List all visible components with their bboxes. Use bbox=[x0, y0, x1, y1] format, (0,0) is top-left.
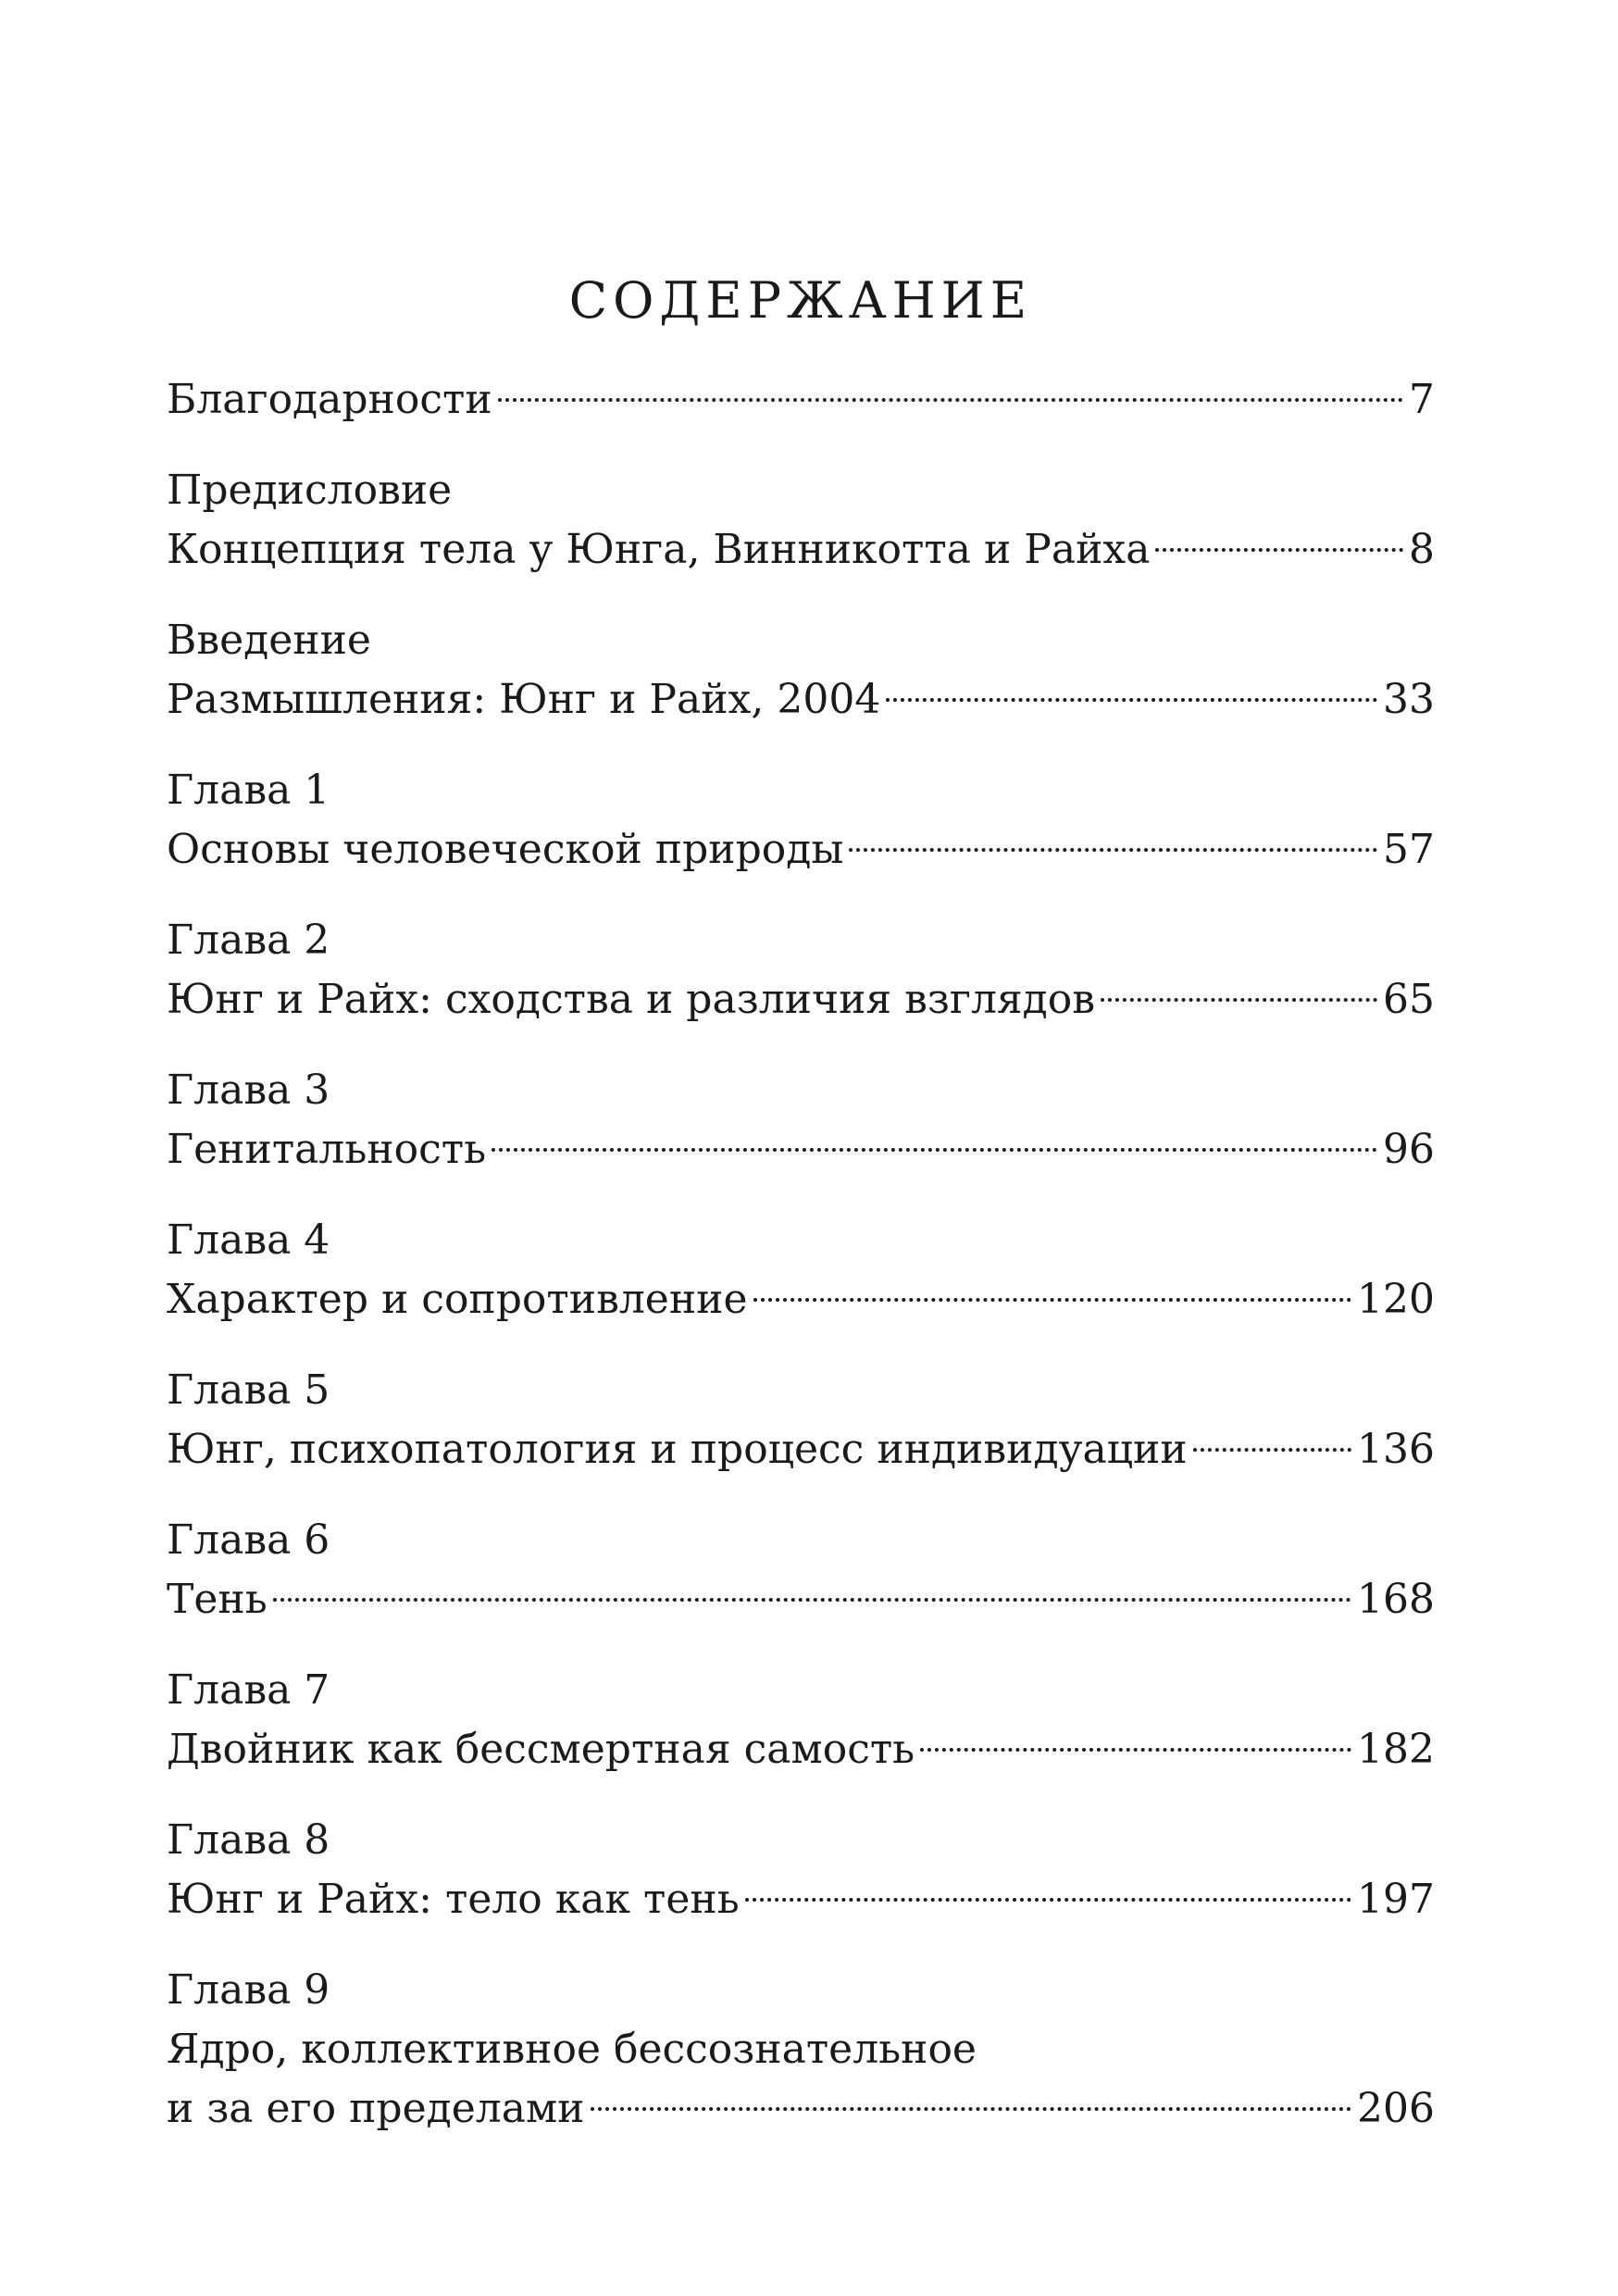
toc-entry-title: Основы человеческой природы bbox=[167, 826, 844, 873]
toc-list bbox=[167, 370, 1435, 2170]
toc-entry-page-number: 120 bbox=[1357, 1276, 1435, 1323]
toc-entry-page-number: 65 bbox=[1383, 976, 1435, 1023]
toc-entry bbox=[167, 1661, 1435, 1779]
toc-entry-page-number: 136 bbox=[1357, 1426, 1435, 1473]
dot-leader bbox=[492, 1148, 1377, 1152]
toc-entry bbox=[167, 1361, 1435, 1479]
toc-entry bbox=[167, 911, 1435, 1029]
toc-entry-title: Благодарности bbox=[167, 376, 492, 423]
toc-entry-row bbox=[167, 820, 1435, 880]
toc-entry bbox=[167, 461, 1435, 580]
toc-entry-row bbox=[167, 520, 1435, 580]
toc-entry-heading: Глава 7 bbox=[167, 1666, 330, 1714]
toc-entry-row bbox=[167, 670, 1435, 730]
toc-entry-row bbox=[167, 2079, 1435, 2139]
toc-entry-title: Тень bbox=[167, 1576, 268, 1623]
toc-entry-heading: Введение bbox=[167, 617, 371, 664]
toc-entry-page-number: 168 bbox=[1357, 1576, 1435, 1623]
dot-leader bbox=[920, 1748, 1351, 1752]
toc-entry bbox=[167, 370, 1435, 430]
toc-entry-title: Генитальность bbox=[167, 1126, 487, 1173]
page-title: СОДЕРЖАНИЕ bbox=[568, 271, 1033, 330]
dot-leader bbox=[498, 398, 1403, 402]
toc-entry-heading: Глава 9 bbox=[167, 1966, 330, 2014]
dot-leader bbox=[849, 848, 1377, 852]
toc-entry-page-number: 8 bbox=[1409, 526, 1435, 573]
toc-entry-page-number: 206 bbox=[1357, 2085, 1435, 2132]
toc-entry-page-number: 7 bbox=[1409, 376, 1435, 423]
toc-entry-title: Юнг и Райх: сходства и различия взглядов bbox=[167, 976, 1096, 1023]
toc-entry-page-number: 33 bbox=[1383, 676, 1435, 723]
toc-entry-row bbox=[167, 1570, 1435, 1629]
toc-entry-title: Юнг и Райх: тело как тень bbox=[167, 1876, 740, 1923]
toc-entry-heading: Глава 4 bbox=[167, 1217, 330, 1264]
toc-entry-page-number: 96 bbox=[1383, 1126, 1435, 1173]
toc-entry-heading: Предисловие bbox=[167, 467, 453, 514]
toc-entry bbox=[167, 1511, 1435, 1629]
toc-entry-row bbox=[167, 1720, 1435, 1779]
toc-entry-title: Юнг, психопатология и процесс индивидуации bbox=[167, 1426, 1188, 1473]
toc-entry-row bbox=[167, 1870, 1435, 1929]
toc-entry-row bbox=[167, 1270, 1435, 1329]
toc-entry bbox=[167, 1061, 1435, 1179]
toc-entry bbox=[167, 1961, 1435, 2139]
toc-entry bbox=[167, 761, 1435, 880]
toc-entry-page-number: 197 bbox=[1357, 1876, 1435, 1923]
toc-entry-heading: Глава 2 bbox=[167, 917, 330, 964]
dot-leader bbox=[753, 1298, 1351, 1302]
dot-leader bbox=[591, 2107, 1352, 2111]
dot-leader bbox=[745, 1898, 1351, 1902]
toc-entry-subtitle: Ядро, коллективное бессознательное bbox=[167, 2026, 977, 2073]
toc-entry-heading: Глава 8 bbox=[167, 1816, 330, 1864]
toc-entry-row bbox=[167, 1120, 1435, 1179]
dot-leader bbox=[273, 1598, 1351, 1602]
toc-entry-title: Концепция тела у Юнга, Винникотта и Райха bbox=[167, 526, 1151, 573]
toc-entry-title: Двойник как бессмертная самость bbox=[167, 1726, 915, 1773]
toc-entry-title: Размышления: Юнг и Райх, 2004 bbox=[167, 676, 881, 723]
dot-leader bbox=[886, 698, 1377, 702]
toc-entry-row bbox=[167, 970, 1435, 1029]
toc-entry-title: Характер и сопротивление bbox=[167, 1276, 748, 1323]
toc-entry bbox=[167, 611, 1435, 730]
toc-entry bbox=[167, 1811, 1435, 1929]
dot-leader bbox=[1155, 548, 1403, 552]
toc-entry-heading: Глава 3 bbox=[167, 1067, 330, 1114]
toc-entry bbox=[167, 1211, 1435, 1329]
toc-entry-page-number: 57 bbox=[1383, 826, 1435, 873]
dot-leader bbox=[1193, 1448, 1351, 1452]
toc-entry-heading: Глава 6 bbox=[167, 1516, 330, 1564]
toc-entry-page-number: 182 bbox=[1357, 1726, 1435, 1773]
toc-entry-row bbox=[167, 1420, 1435, 1479]
toc-entry-heading: Глава 1 bbox=[167, 767, 330, 814]
toc-entry-heading: Глава 5 bbox=[167, 1366, 330, 1414]
toc-entry-title: и за его пределами bbox=[167, 2085, 585, 2132]
dot-leader bbox=[1101, 998, 1377, 1002]
toc-entry-row bbox=[167, 370, 1435, 430]
